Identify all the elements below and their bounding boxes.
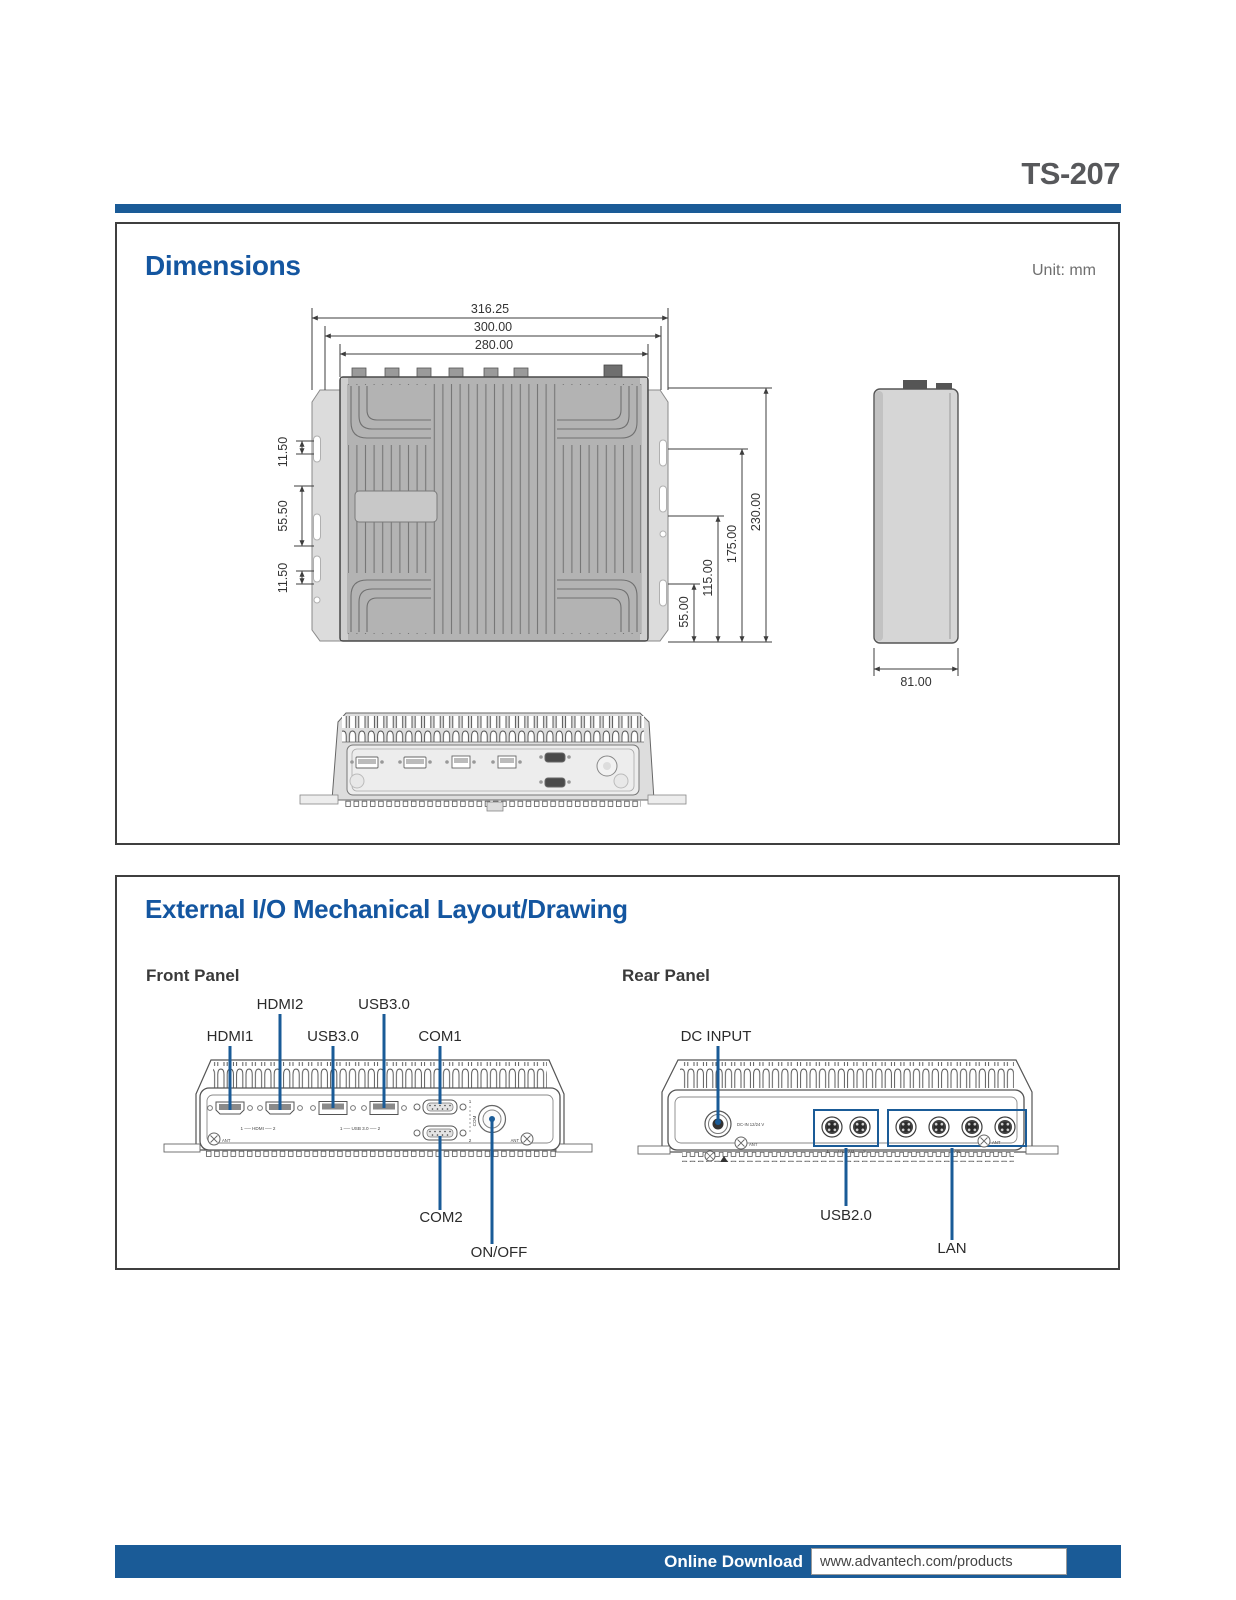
dim-280-00: 280.00 — [474, 338, 514, 352]
side-view — [874, 380, 958, 689]
rear-panel-drawing — [638, 1060, 1058, 1162]
rear-ant-left-icon — [735, 1137, 747, 1149]
lan-port-1 — [896, 1117, 916, 1137]
dim-left-11-50-bottom: 11.50 — [276, 562, 290, 594]
dimensions-section-title: Dimensions — [145, 250, 301, 281]
label-hdmi2: HDMI2 — [256, 996, 304, 1013]
dim-right-55-00: 55.00 — [677, 596, 691, 628]
dim-right-115-00: 115.00 — [701, 559, 715, 597]
label-lan: LAN — [937, 1240, 967, 1257]
footer-bar — [115, 1545, 1121, 1578]
usb2-port-1 — [822, 1117, 842, 1137]
label-com2: COM2 — [419, 1209, 463, 1226]
com-mark-2: 2 — [468, 1138, 472, 1143]
io-drawing — [115, 875, 1116, 1266]
name-plate — [355, 491, 437, 522]
com-mark: COM — [472, 1115, 477, 1127]
dim-316-25: 316.25 — [470, 302, 510, 316]
label-usb3-lower: USB3.0 — [307, 1028, 359, 1045]
lan-ports-mark: LAN — [951, 1149, 961, 1154]
front-panel-drawing — [164, 1060, 592, 1160]
rear-panel-heading: Rear Panel — [622, 966, 710, 985]
usb2-port-2 — [850, 1117, 870, 1137]
ant-hole-left-icon — [208, 1133, 220, 1145]
dim-right-230-00: 230.00 — [749, 492, 763, 532]
rear-ant-right-icon — [978, 1135, 990, 1147]
label-onoff: ON/OFF — [470, 1244, 528, 1261]
io-section-title: External I/O Mechanical Layout/Drawing — [145, 894, 628, 924]
ant-mark-left: ANT — [222, 1138, 231, 1143]
dimensions-drawing — [115, 222, 1116, 841]
dc-in-mark: DC-IN 12/24 V — [737, 1122, 765, 1127]
rear-ant-mark-left: ANT — [749, 1142, 758, 1147]
page-title: TS-207 — [1021, 156, 1120, 191]
dim-300-00: 300.00 — [473, 320, 513, 334]
lan-port-3 — [962, 1117, 982, 1137]
footer-download-label: Online Download — [664, 1551, 803, 1571]
ant-mark-right: ANT — [510, 1138, 519, 1143]
lan-port-4 — [995, 1117, 1015, 1137]
usb2-ports-mark: 1 ── USB2.0 ── 2 — [826, 1149, 866, 1154]
dim-left-55-50: 55.50 — [276, 500, 290, 532]
usb3-ports-mark: 1 ── USB 3.0 ── 2 — [339, 1126, 381, 1131]
lan-port-2 — [929, 1117, 949, 1137]
header-rule — [115, 204, 1121, 213]
footer-url[interactable]: www.advantech.com/products — [820, 1553, 1013, 1570]
hdmi-ports-mark: 1 ── HDMI ── 2 — [240, 1126, 276, 1131]
rear-ant-mark-right: ANT — [992, 1140, 1001, 1145]
label-usb2: USB2.0 — [820, 1207, 872, 1224]
footer-url-box[interactable] — [811, 1548, 1067, 1575]
dim-side-81-00: 81.00 — [900, 675, 932, 689]
label-dc-input: DC INPUT — [680, 1028, 752, 1045]
dim-left-11-50-top: 11.50 — [276, 436, 290, 468]
front-panel-heading: Front Panel — [146, 966, 240, 985]
ant-hole-right-icon — [521, 1133, 533, 1145]
label-usb3-upper: USB3.0 — [358, 996, 410, 1013]
front-view-3d — [300, 713, 686, 811]
top-view — [312, 365, 668, 641]
label-com1: COM1 — [418, 1028, 462, 1045]
unit-label: Unit: mm — [1032, 262, 1096, 279]
dim-right-175-00: 175.00 — [725, 524, 739, 564]
label-hdmi1: HDMI1 — [206, 1028, 254, 1045]
com-mark-1: 1 — [468, 1099, 472, 1104]
